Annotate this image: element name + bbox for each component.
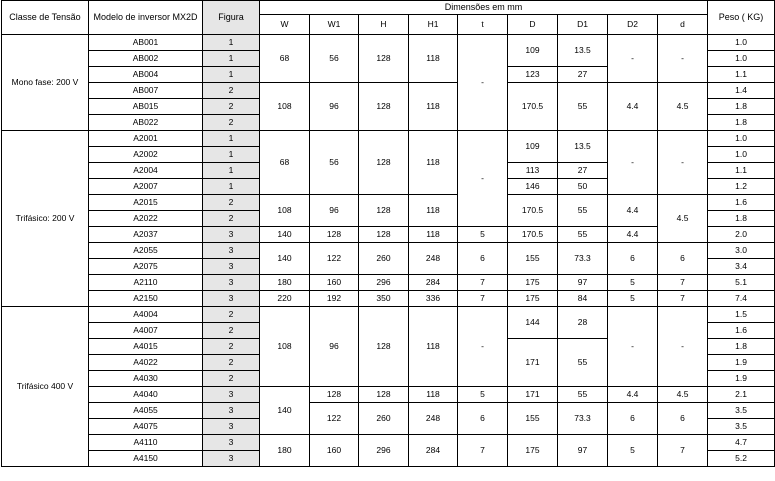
- dim-w: 180: [260, 275, 310, 291]
- dim-d: 109: [508, 35, 558, 67]
- dim-h: 296: [359, 435, 409, 467]
- weight-cell: 5.2: [708, 451, 775, 467]
- group-tri400: Trifásico 400 V: [2, 307, 89, 467]
- dim-d2: -: [608, 131, 658, 195]
- dim-d1: 13.5: [558, 131, 608, 163]
- weight-cell: 1.9: [708, 355, 775, 371]
- dim-h1: 118: [409, 83, 458, 131]
- figure-cell: 2: [203, 323, 260, 339]
- table-row: [2, 387, 775, 403]
- model-cell: A2075: [89, 259, 203, 275]
- dim-d2: -: [608, 35, 658, 83]
- model-cell: A2001: [89, 131, 203, 147]
- dim-d1: 13.5: [558, 35, 608, 67]
- dim-d-small: 6: [658, 403, 708, 435]
- figure-cell: 3: [203, 259, 260, 275]
- dim-h1: 284: [409, 275, 458, 291]
- dim-d: 123: [508, 67, 558, 83]
- dim-w1: 192: [310, 291, 359, 307]
- model-cell: A2022: [89, 211, 203, 227]
- figure-cell: 3: [203, 387, 260, 403]
- header-peso: Peso ( KG): [708, 1, 775, 35]
- weight-cell: 1.5: [708, 307, 775, 323]
- weight-cell: 1.6: [708, 323, 775, 339]
- figure-cell: 2: [203, 371, 260, 387]
- dim-h: 128: [359, 227, 409, 243]
- dim-t: -: [458, 131, 508, 227]
- model-cell: A4040: [89, 387, 203, 403]
- dim-d-small: 7: [658, 435, 708, 467]
- dim-w1: 122: [310, 243, 359, 275]
- header-col-h: H: [359, 15, 409, 35]
- header-col-w1: W1: [310, 15, 359, 35]
- table-row: [2, 307, 775, 323]
- dim-d1: 55: [558, 83, 608, 131]
- group-mono: Mono fase: 200 V: [2, 35, 89, 131]
- dim-t: 7: [458, 435, 508, 467]
- weight-cell: 5.1: [708, 275, 775, 291]
- table-row: [2, 83, 775, 99]
- table-row: [2, 275, 775, 291]
- weight-cell: 1.0: [708, 35, 775, 51]
- figure-cell: 2: [203, 307, 260, 323]
- dim-d-small: 7: [658, 275, 708, 291]
- dim-d-small: 6: [658, 243, 708, 275]
- dim-w: 68: [260, 35, 310, 83]
- header-col-w: W: [260, 15, 310, 35]
- weight-cell: 1.1: [708, 163, 775, 179]
- figure-cell: 1: [203, 179, 260, 195]
- figure-cell: 3: [203, 435, 260, 451]
- dim-d: 155: [508, 403, 558, 435]
- dim-h1: 118: [409, 307, 458, 387]
- weight-cell: 1.2: [708, 179, 775, 195]
- dim-d1: 97: [558, 435, 608, 467]
- weight-cell: 1.0: [708, 147, 775, 163]
- model-cell: A2150: [89, 291, 203, 307]
- model-cell: A4004: [89, 307, 203, 323]
- dim-t: 5: [458, 387, 508, 403]
- figure-cell: 3: [203, 419, 260, 435]
- dim-d1: 55: [558, 387, 608, 403]
- dim-d1: 55: [558, 195, 608, 227]
- dim-d: 155: [508, 243, 558, 275]
- dim-d1: 55: [558, 339, 608, 387]
- model-cell: A4030: [89, 371, 203, 387]
- weight-cell: 1.4: [708, 83, 775, 99]
- weight-cell: 1.6: [708, 195, 775, 211]
- weight-cell: 1.8: [708, 115, 775, 131]
- dim-t: 6: [458, 403, 508, 435]
- weight-cell: 1.8: [708, 99, 775, 115]
- model-cell: A2002: [89, 147, 203, 163]
- dim-w1: 96: [310, 83, 359, 131]
- header-dimensoes: Dimensões em mm: [260, 1, 708, 15]
- dim-t: 5: [458, 227, 508, 243]
- dim-d-small: 4.5: [658, 83, 708, 131]
- table-row: [2, 131, 775, 147]
- dim-w: 140: [260, 243, 310, 275]
- dim-d: 170.5: [508, 227, 558, 243]
- figure-cell: 1: [203, 147, 260, 163]
- dim-d2: -: [608, 307, 658, 387]
- dim-w: 180: [260, 435, 310, 467]
- dim-d: 171: [508, 387, 558, 403]
- dim-d2: 6: [608, 403, 658, 435]
- dim-h: 260: [359, 243, 409, 275]
- dim-d: 146: [508, 179, 558, 195]
- dim-d1: 73.3: [558, 243, 608, 275]
- dim-h1: 118: [409, 35, 458, 83]
- figure-cell: 2: [203, 355, 260, 371]
- figure-cell: 2: [203, 211, 260, 227]
- dim-d1: 73.3: [558, 403, 608, 435]
- dim-d2: 4.4: [608, 83, 658, 131]
- weight-cell: 3.0: [708, 243, 775, 259]
- weight-cell: 2.0: [708, 227, 775, 243]
- dim-h1: 118: [409, 227, 458, 243]
- figure-cell: 3: [203, 227, 260, 243]
- weight-cell: 2.1: [708, 387, 775, 403]
- model-cell: A4075: [89, 419, 203, 435]
- dim-h: 128: [359, 83, 409, 131]
- model-cell: A2015: [89, 195, 203, 211]
- dim-w: 220: [260, 291, 310, 307]
- model-cell: A4022: [89, 355, 203, 371]
- figure-cell: 3: [203, 275, 260, 291]
- dim-h: 260: [359, 403, 409, 435]
- dim-d2: 5: [608, 291, 658, 307]
- weight-cell: 3.4: [708, 259, 775, 275]
- dim-d2: 4.4: [608, 227, 658, 243]
- header-classe: Classe de Tensão: [2, 1, 89, 35]
- dim-t: 7: [458, 291, 508, 307]
- dim-d1: 27: [558, 163, 608, 179]
- dim-t: -: [458, 35, 508, 131]
- dim-d: 170.5: [508, 83, 558, 131]
- model-cell: AB015: [89, 99, 203, 115]
- table-row: [2, 435, 775, 451]
- dim-t: 7: [458, 275, 508, 291]
- model-cell: A2037: [89, 227, 203, 243]
- dim-h1: 284: [409, 435, 458, 467]
- dim-d-small: -: [658, 35, 708, 83]
- table-row: [2, 243, 775, 259]
- dim-d1: 27: [558, 67, 608, 83]
- weight-cell: 1.0: [708, 51, 775, 67]
- header-col-d: D: [508, 15, 558, 35]
- model-cell: AB022: [89, 115, 203, 131]
- weight-cell: 1.8: [708, 211, 775, 227]
- dim-t: 6: [458, 243, 508, 275]
- dim-d: 175: [508, 275, 558, 291]
- model-cell: A4055: [89, 403, 203, 419]
- weight-cell: 7.4: [708, 291, 775, 307]
- figure-cell: 3: [203, 291, 260, 307]
- model-cell: A4110: [89, 435, 203, 451]
- dim-w: 108: [260, 195, 310, 227]
- dim-h1: 118: [409, 131, 458, 195]
- header-col-d1: D1: [558, 15, 608, 35]
- dim-w1: 160: [310, 275, 359, 291]
- dim-w: 108: [260, 83, 310, 131]
- model-cell: A4007: [89, 323, 203, 339]
- dim-d: 175: [508, 291, 558, 307]
- dim-w1: 122: [310, 403, 359, 435]
- dim-h1: 248: [409, 243, 458, 275]
- dim-d2: 6: [608, 243, 658, 275]
- dim-d-small: 4.5: [658, 387, 708, 403]
- model-cell: A2007: [89, 179, 203, 195]
- dim-d2: 4.4: [608, 387, 658, 403]
- figure-cell: 1: [203, 51, 260, 67]
- model-cell: AB002: [89, 51, 203, 67]
- weight-cell: 1.1: [708, 67, 775, 83]
- table-row: [2, 195, 775, 211]
- figure-cell: 3: [203, 451, 260, 467]
- weight-cell: 1.8: [708, 339, 775, 355]
- dim-h1: 336: [409, 291, 458, 307]
- weight-cell: 4.7: [708, 435, 775, 451]
- table-row: [2, 291, 775, 307]
- dim-w1: 96: [310, 307, 359, 387]
- dim-w1: 56: [310, 131, 359, 195]
- model-cell: A2004: [89, 163, 203, 179]
- dim-h: 296: [359, 275, 409, 291]
- dim-w1: 56: [310, 35, 359, 83]
- dim-h1: 248: [409, 403, 458, 435]
- table-row: [2, 403, 775, 419]
- dim-h1: 118: [409, 195, 458, 227]
- header-col-t: t: [458, 15, 508, 35]
- dim-d: 144: [508, 307, 558, 339]
- figure-cell: 1: [203, 163, 260, 179]
- model-cell: AB004: [89, 67, 203, 83]
- table-row: [2, 35, 775, 51]
- figure-cell: 3: [203, 243, 260, 259]
- dim-d2: 5: [608, 275, 658, 291]
- dim-w1: 160: [310, 435, 359, 467]
- dim-d2: 4.4: [608, 195, 658, 227]
- dim-d: 171: [508, 339, 558, 387]
- figure-cell: 1: [203, 35, 260, 51]
- weight-cell: 1.9: [708, 371, 775, 387]
- dim-w: 68: [260, 131, 310, 195]
- dim-w: 140: [260, 387, 310, 435]
- model-cell: A4015: [89, 339, 203, 355]
- dim-w1: 128: [310, 387, 359, 403]
- dim-d-small: -: [658, 131, 708, 195]
- model-cell: A2055: [89, 243, 203, 259]
- dim-w: 140: [260, 227, 310, 243]
- figure-cell: 2: [203, 99, 260, 115]
- figure-cell: 1: [203, 67, 260, 83]
- dim-h: 128: [359, 131, 409, 195]
- dim-w1: 128: [310, 227, 359, 243]
- weight-cell: 3.5: [708, 419, 775, 435]
- dim-h: 128: [359, 195, 409, 227]
- dim-h: 128: [359, 35, 409, 83]
- dim-h: 128: [359, 387, 409, 403]
- dim-h1: 118: [409, 387, 458, 403]
- figure-cell: 3: [203, 403, 260, 419]
- dim-d1: 97: [558, 275, 608, 291]
- dim-d: 170.5: [508, 195, 558, 227]
- dim-d: 109: [508, 131, 558, 163]
- dim-d1: 28: [558, 307, 608, 339]
- figure-cell: 2: [203, 339, 260, 355]
- model-cell: AB001: [89, 35, 203, 51]
- dim-w1: 96: [310, 195, 359, 227]
- header-col-d2: D2: [608, 15, 658, 35]
- figure-cell: 2: [203, 195, 260, 211]
- dim-d1: 50: [558, 179, 608, 195]
- dim-h: 128: [359, 307, 409, 387]
- dim-d1: 55: [558, 227, 608, 243]
- model-cell: A4150: [89, 451, 203, 467]
- dim-d-small: -: [658, 307, 708, 387]
- dim-w: 108: [260, 307, 310, 387]
- header-col-d-small: d: [658, 15, 708, 35]
- header-figura: Figura: [203, 1, 260, 35]
- model-cell: AB007: [89, 83, 203, 99]
- dim-h: 350: [359, 291, 409, 307]
- group-tri200: Trifásico: 200 V: [2, 131, 89, 307]
- figure-cell: 2: [203, 115, 260, 131]
- dim-d2: 5: [608, 435, 658, 467]
- dim-t: -: [458, 307, 508, 387]
- header-modelo: Modelo de inversor MX2D: [89, 1, 203, 35]
- weight-cell: 3.5: [708, 403, 775, 419]
- model-cell: A2110: [89, 275, 203, 291]
- figure-cell: 1: [203, 131, 260, 147]
- dim-d-small: 4.5: [658, 195, 708, 243]
- dim-d-small: 7: [658, 291, 708, 307]
- header-col-h1: H1: [409, 15, 458, 35]
- dim-d1: 84: [558, 291, 608, 307]
- dim-d: 175: [508, 435, 558, 467]
- dimensions-table: [1, 0, 775, 467]
- dim-d: 113: [508, 163, 558, 179]
- figure-cell: 2: [203, 83, 260, 99]
- weight-cell: 1.0: [708, 131, 775, 147]
